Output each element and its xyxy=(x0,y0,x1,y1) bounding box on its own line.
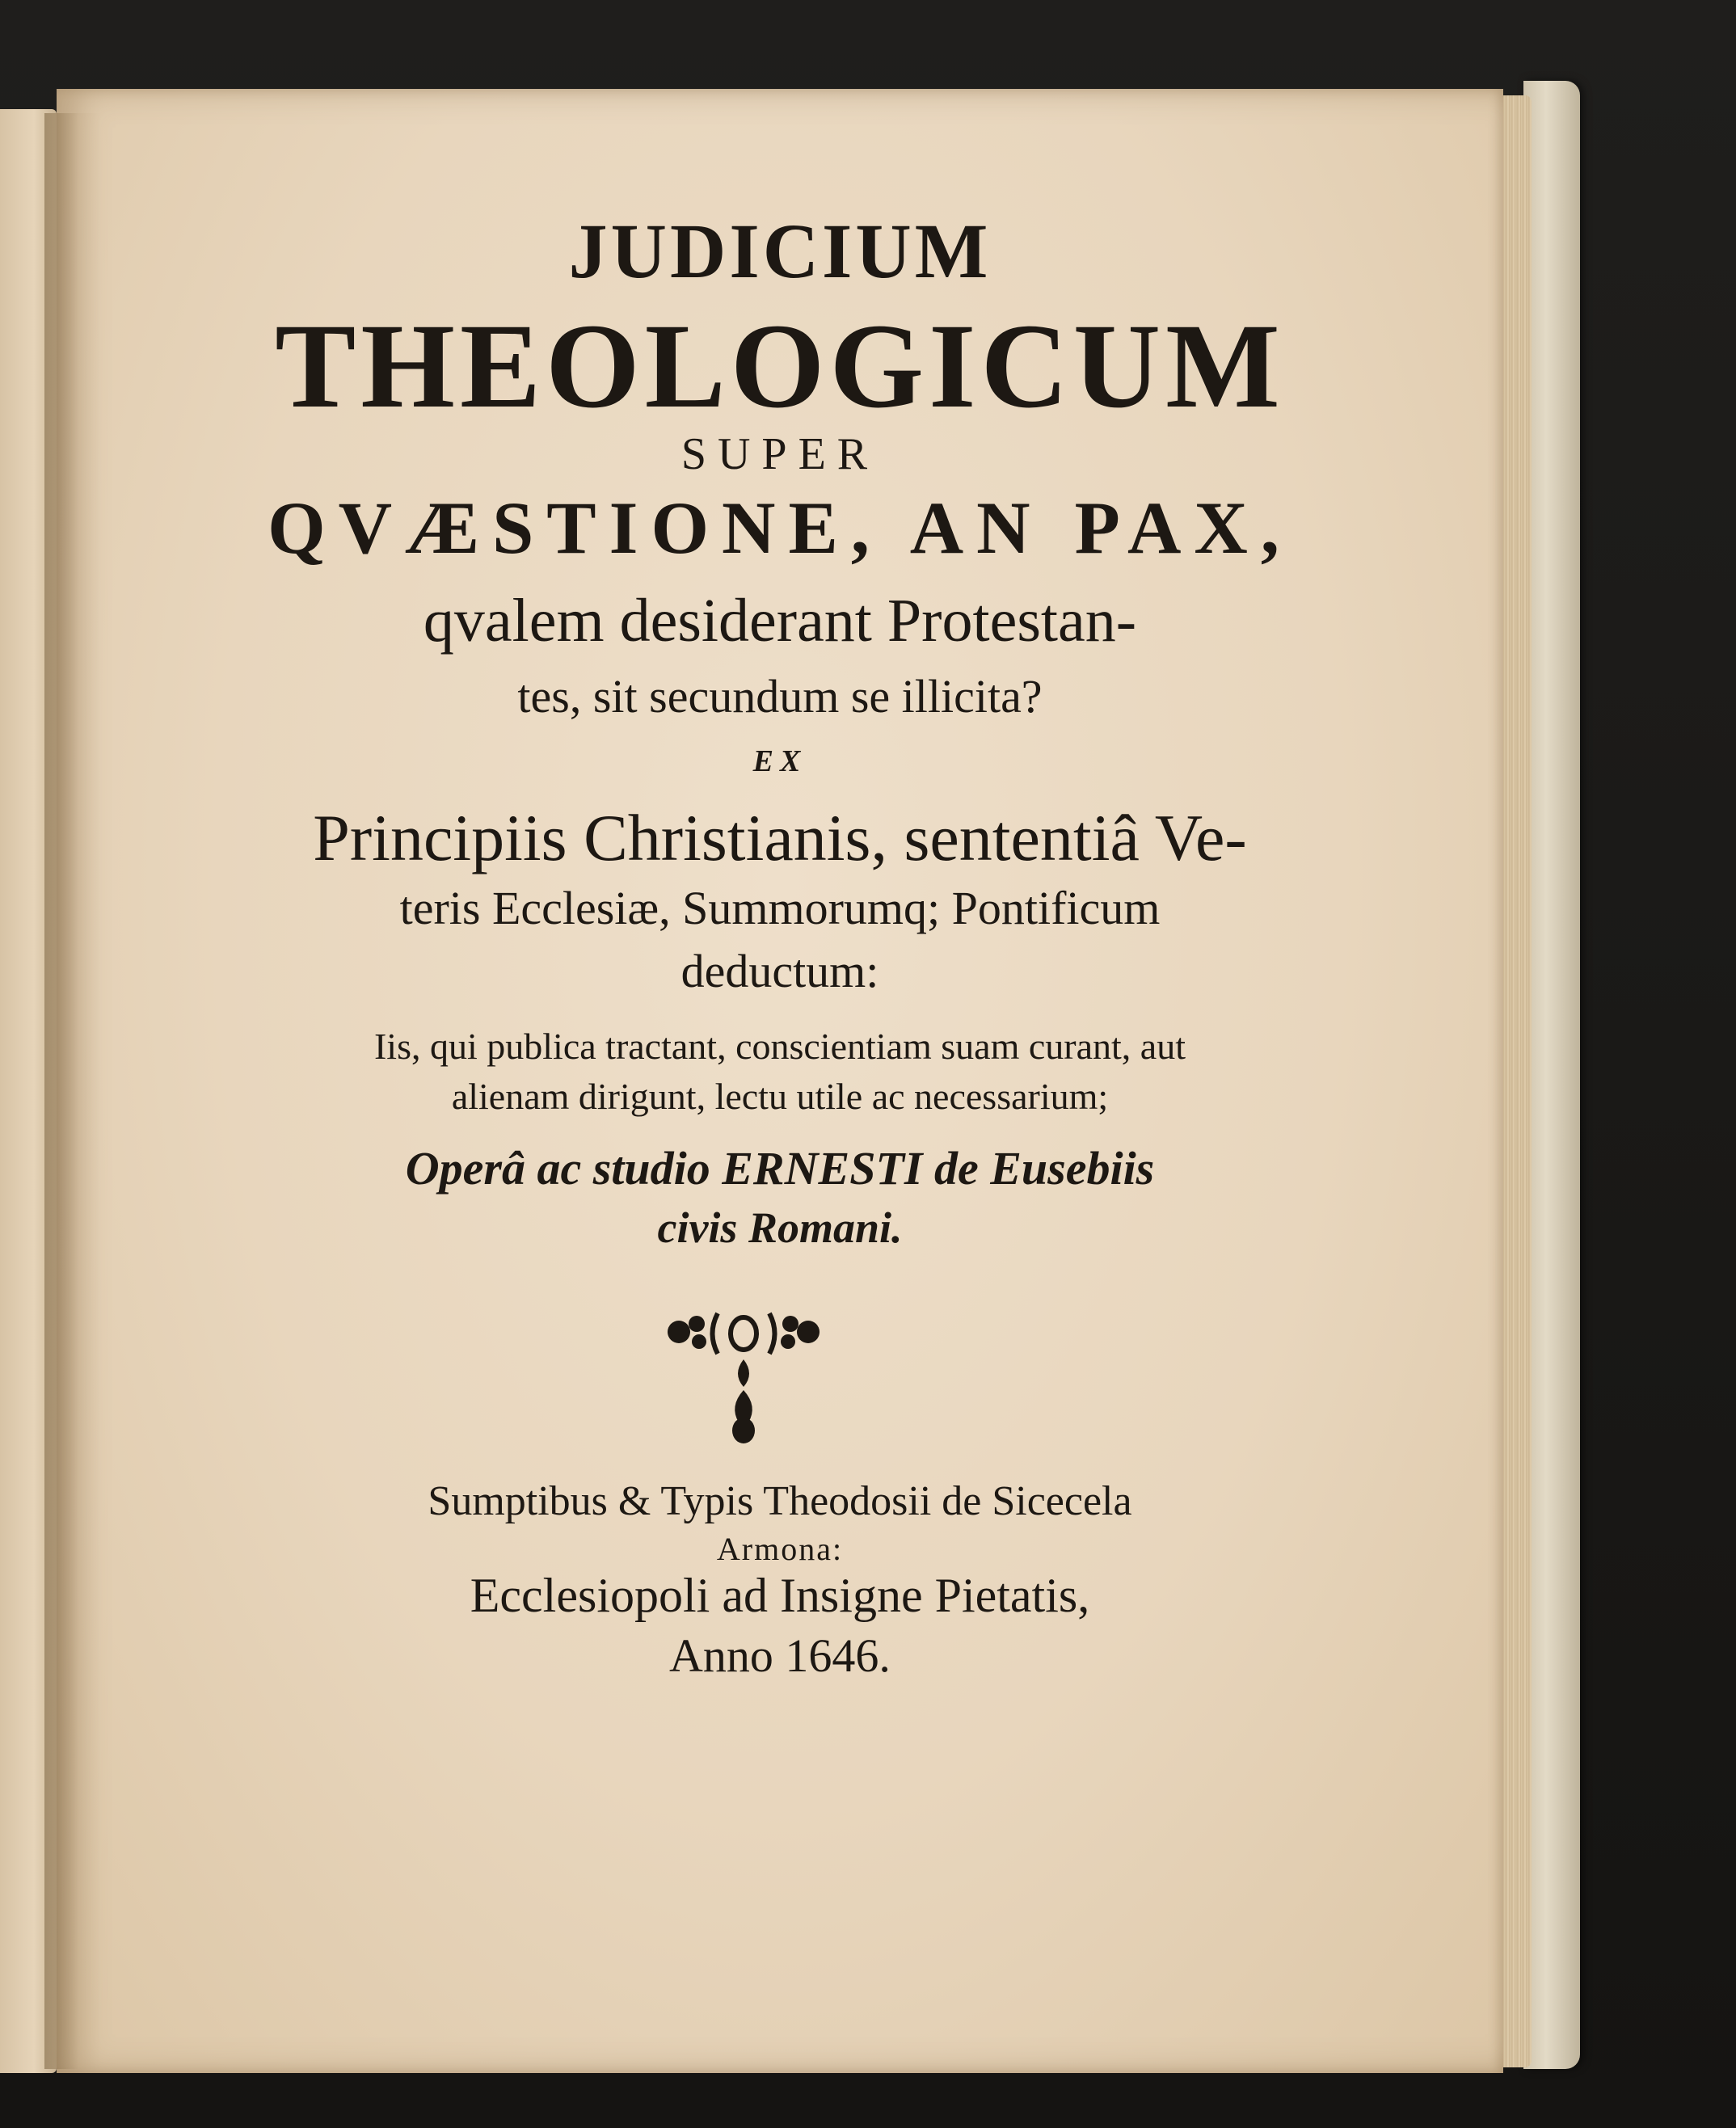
author-line-civis: civis Romani. xyxy=(657,1203,903,1252)
vellum-cover-edge xyxy=(1523,81,1580,2069)
title-line-principiis: Principiis Christianis, sententiâ Ve- xyxy=(313,801,1247,874)
title-line-deductum: deductum: xyxy=(680,945,879,997)
title-line-theologicum: THEOLOGICUM xyxy=(275,299,1285,433)
title-line-tes: tes, sit secundum se illicita? xyxy=(517,670,1043,723)
imprint-year-line: Anno 1646. xyxy=(669,1629,891,1682)
title-line-quaestione: QVÆSTIONE, AN PAX, xyxy=(268,487,1292,569)
author-line: Operâ ac studio ERNESTI de Eusebiis xyxy=(405,1142,1155,1195)
title-line-iis: Iis, qui publica tractant, conscientiam suam curant, aut xyxy=(373,1026,1186,1067)
printers-fleuron-ornament-icon xyxy=(655,1309,832,1447)
title-line-qualem: qvalem desiderant Protestan- xyxy=(423,587,1137,655)
title-line-teris: teris Ecclesiæ, Summorumq; Pontificum xyxy=(399,882,1161,934)
title-line-super: SUPER xyxy=(680,429,879,479)
imprint-armona-line: Armona: xyxy=(716,1531,844,1567)
imprint-printer-line: Sumptibus & Typis Theodosii de Sicecela xyxy=(428,1478,1132,1524)
title-line-alienam: alienam dirigunt, lectu utile ac necessarium; xyxy=(451,1076,1109,1117)
title-line-judicium: JUDICIUM xyxy=(568,208,992,294)
title-line-ex: EX xyxy=(752,744,807,778)
imprint-place-line: Ecclesiopoli ad Insigne Pietatis, xyxy=(470,1569,1090,1622)
